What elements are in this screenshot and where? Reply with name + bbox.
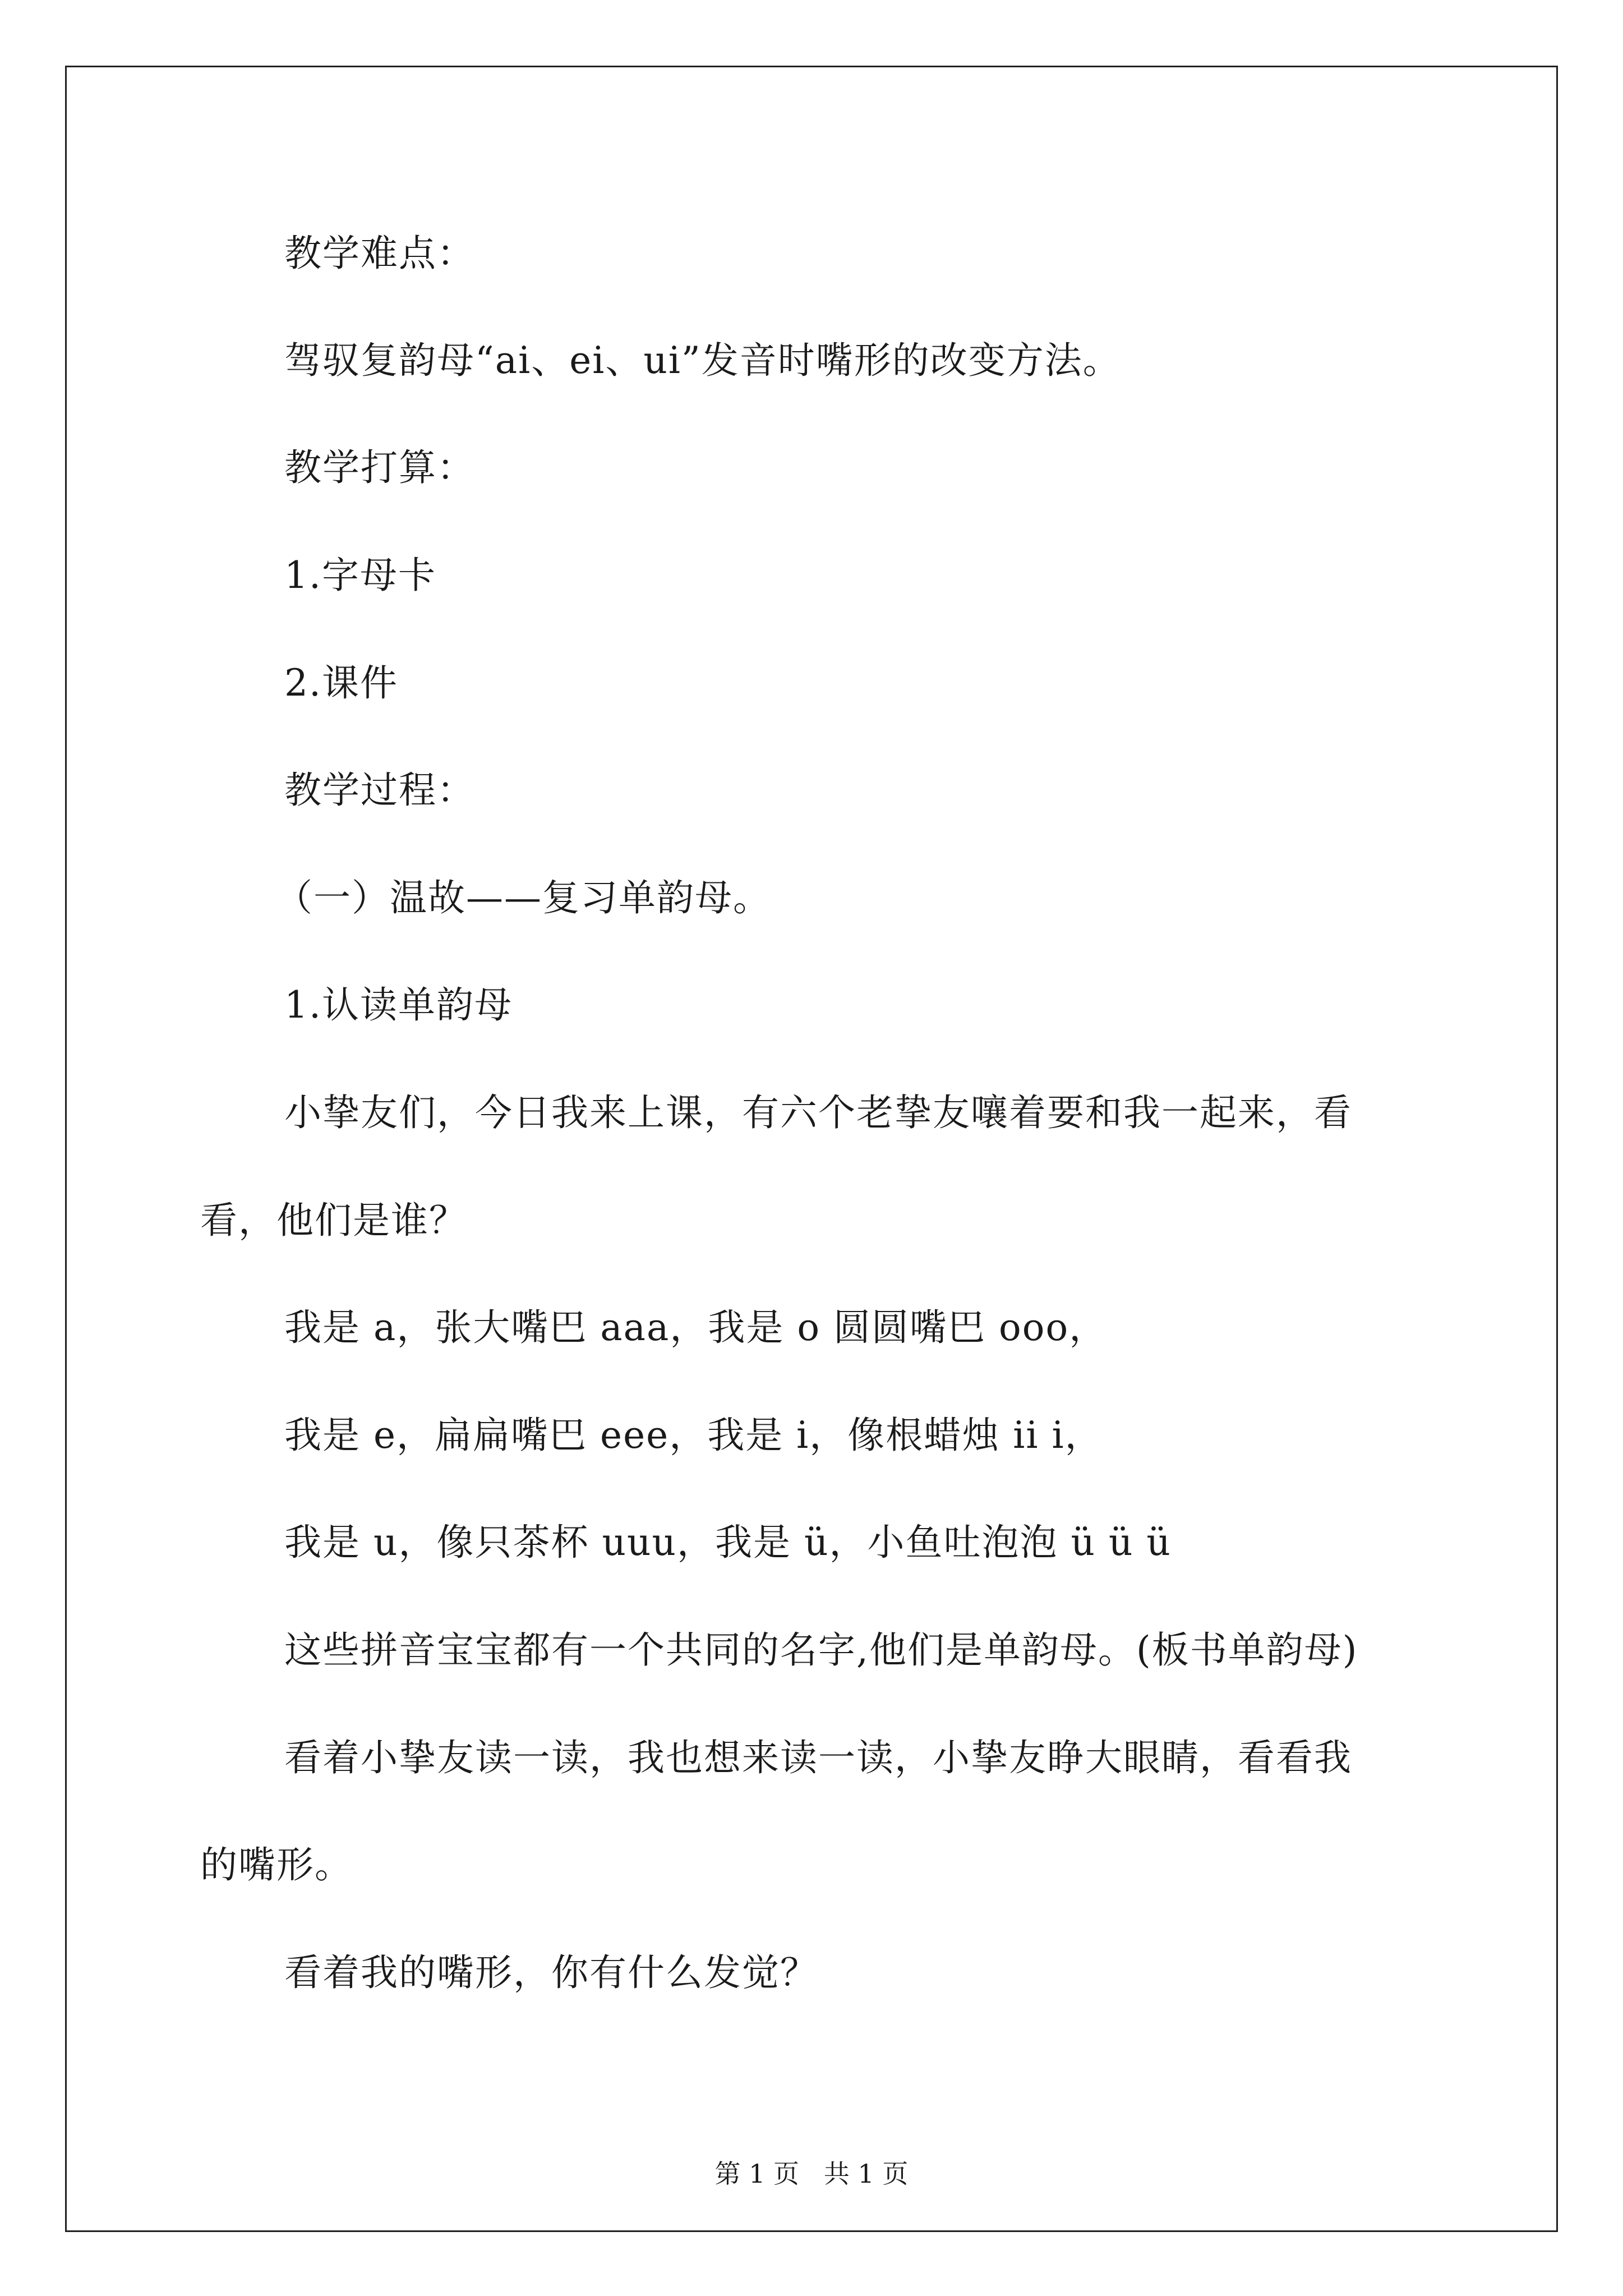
text-line: 我是 e，扁扁嘴巴 eee，我是 i，像根蜡烛 ii i， xyxy=(284,1414,1103,1457)
text-line: 小挚友们，今日我来上课，有六个老挚友嚷着要和我一起来，看 xyxy=(284,1091,1352,1134)
text-line: 我是 a，张大嘴巴 aaa，我是 o 圆圆嘴巴 ooo， xyxy=(284,1306,1108,1349)
text-line: 1.字母卡 xyxy=(284,554,436,597)
text-line: 1.认读单韵母 xyxy=(284,983,513,1027)
text-line: 看，他们是谁？ xyxy=(200,1199,467,1242)
text-line: 教学难点： xyxy=(284,232,475,275)
document-body xyxy=(67,67,1556,2230)
text-line: 看着小挚友读一读，我也想来读一读，小挚友睁大眼睛，看看我 xyxy=(284,1736,1352,1779)
text-line: 2.课件 xyxy=(284,661,398,705)
text-line: 我是 u，像只茶杯 uuu，我是 ü，小鱼吐泡泡 ü ü ü xyxy=(284,1521,1172,1564)
page-frame xyxy=(65,66,1558,2232)
text-line: 这些拼音宝宝都有一个共同的名字,他们是单韵母。(板书单韵母) xyxy=(284,1628,1358,1672)
text-line: 教学打算： xyxy=(284,446,475,489)
text-line: 教学过程： xyxy=(284,769,475,812)
page-footer: 第 1 页 共 1 页 xyxy=(714,2159,909,2189)
text-line: 看着我的嘴形，你有什么发觉？ xyxy=(284,1951,818,1994)
text-line: 的嘴形。 xyxy=(200,1843,353,1887)
text-line: 驾驭复韵母“ai、ei、ui”发音时嘴形的改变方法。 xyxy=(284,339,1121,382)
text-line: （一）温故——复习单韵母。 xyxy=(275,876,771,919)
